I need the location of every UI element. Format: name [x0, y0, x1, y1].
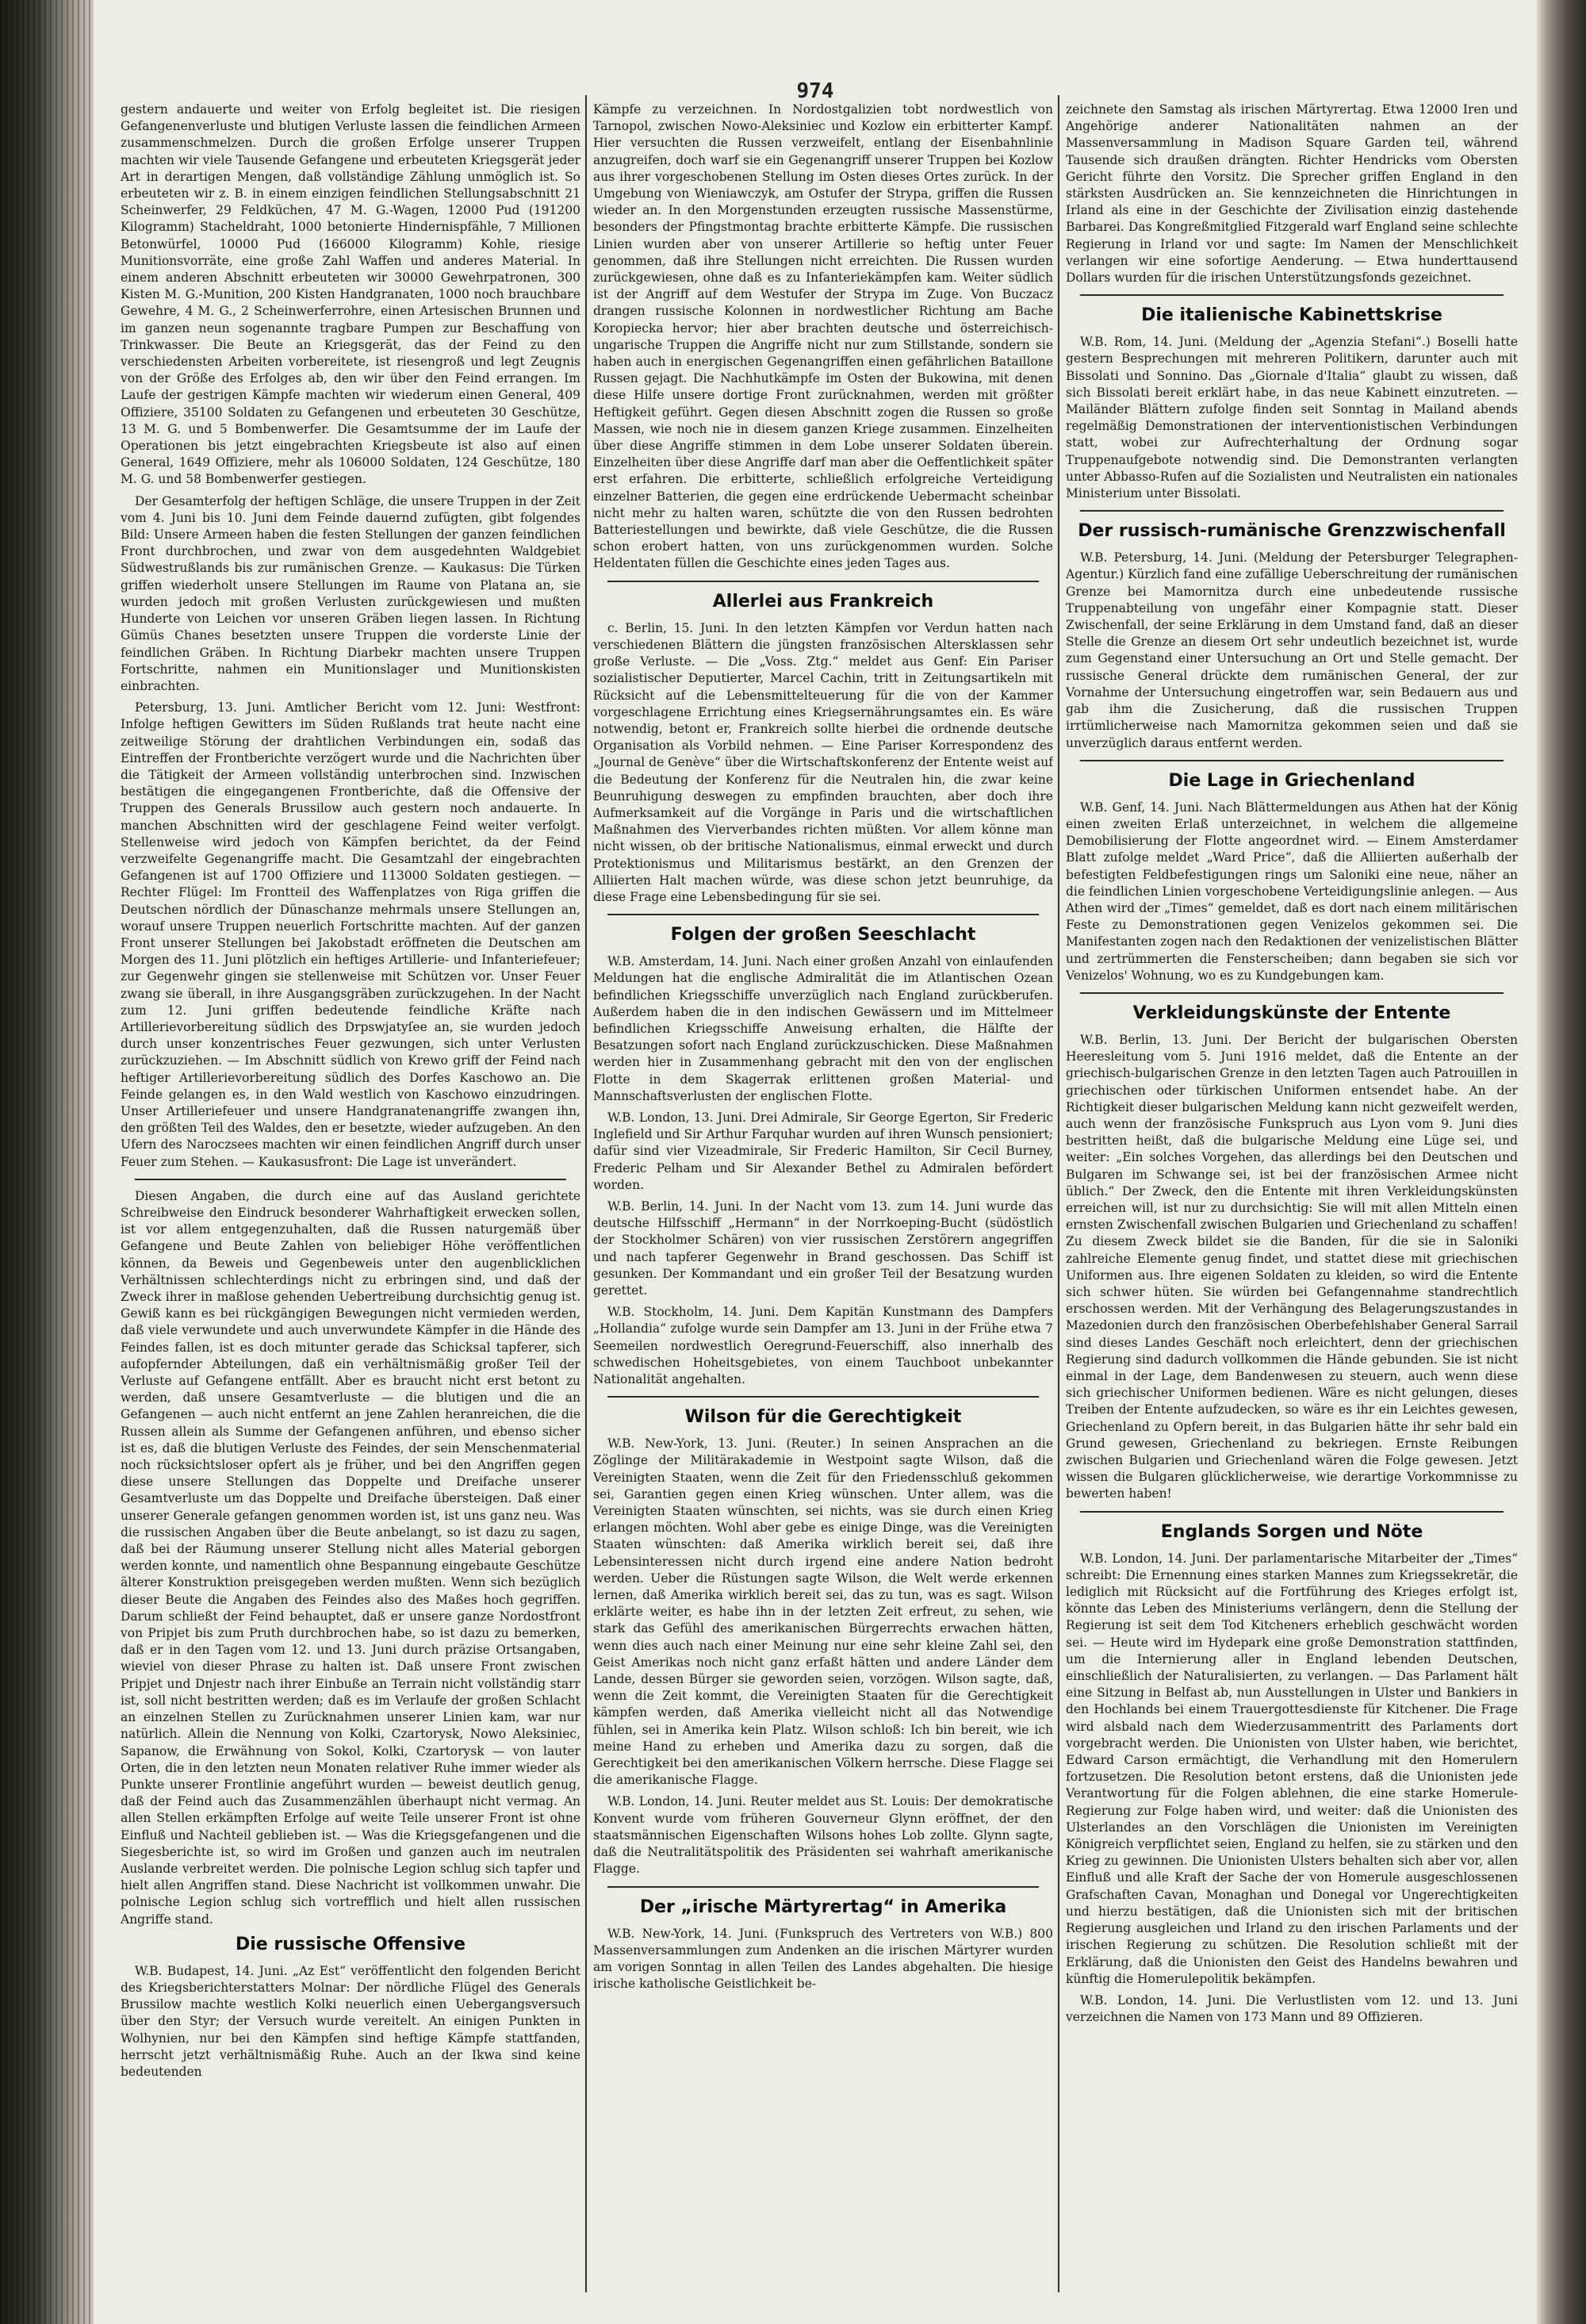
- column-divider: [1058, 95, 1059, 2292]
- article-paragraph: W.B. Berlin, 14. Juni. In der Nacht vom 13. zum 14. Juni wurde das deutsche Hilfsschiff „Hermann“ in der Norrkoeping-Bucht (südöstlich der Stockholmer Schären) von vier russischen Zerstörern angegriffen und nach tapferer Gegenwehr in Brand geschossen. Das Schiff ist gesunken. Der Kommandant und ein großer Teil der Besatzung wurden gerettet.: [593, 1198, 1053, 1298]
- column-middle: [593, 102, 1053, 2292]
- article-paragraph: W.B. London, 14. Juni. Reuter meldet aus St. Louis: Der demokratische Konvent wurde vom früheren Gouverneur Glynn eröffnet, der den staatsmännischen Eigenschaften Wilsons hohes Lob zollte. Glynn sagte, daß die Neutralitätspolitik des Präsidenten sei wahrhaft amerikanische Flagge.: [593, 1794, 1053, 1877]
- article-paragraph: W.B. London, 14. Juni. Der parlamentarische Mitarbeiter der „Times“ schreibt: Die Ernennung eines starken Mannes zum Kriegssekretär, die lediglich mit Rücksicht auf die Fortführung des Krieges erfolgt ist, könnte das Leben des Ministeriums verlängern, denn die Stellung der Regierung ist seit dem Tod Kitcheners erheblich geschwächt worden sei. — Heute wird im Hydepark eine große Demonstration stattfinden, um die Internierung aller in England lebenden Deutschen, einschließlich der Naturalisierten, zu verlangen. — Das Parlament hält eine Sitzung in Belfast ab, nun Ausstellungen in Ulster und Bankiers in den Hochlands bei einem Trauergottesdienste für Kitchener. Die Frage wird alsbald nach dem Wiederzusammentritt des Parlaments dort vorgebracht werden. Die Unionisten von Ulster haben, wie berichtet, Edward Carson ermächtigt, die Verhandlung mit den Homerulern fortzusetzen. Die Resolution betont erstens, daß die Unionisten jede Verantwortung für die Folgen ablehnen, die eine starke Homerule-Regierung zur Folge haben wird, und weiter: daß die Unionisten des Ulsterlandes an den Vorschlägen die Unionisten im Vereinigten Königreich verpflichtet seien, England zu helfen, sie zu stärken und den Krieg zu gewinnen. Die Unionisten Ulsters behalten sich aber vor, allen Einfluß und alle Kraft der Sache der von Homerule ausgeschlossenen Grafschaften Cavan, Monaghan und Donegal vor Ungerechtigkeiten und hierzu bestätigen, daß die Unionisten sich mit der britischen Regierung ausgleichen und Irland zu den irischen Parlaments und der irischen Regierung zu schützen. Die Resolution schließt mit der Erklärung, daß die Unionisten den Geist des Handelns bewahren und künftig die Homerulepolitik bekämpfen.: [1066, 1551, 1518, 1986]
- column-right: [1066, 102, 1518, 2292]
- article-heading: Allerlei aus Frankreich: [712, 591, 934, 612]
- article-heading: Folgen der großen Seeschlacht: [670, 925, 976, 945]
- column-left: [121, 102, 580, 2292]
- article-heading: Die italienische Kabinettskrise: [1141, 305, 1442, 326]
- article-heading: Englands Sorgen und Nöte: [1160, 1521, 1423, 1542]
- section-divider: [607, 1396, 1039, 1398]
- newspaper-page: [94, 0, 1537, 2324]
- article-paragraph: zeichnete den Samstag als irischen Märtyrertag. Etwa 12000 Iren und Angehörige anderer Nationalitäten nahmen an der Massenversammlung in Madison Square Garden teil, während Tausende sich draußen drängten. Richter Hendricks vom Obersten Gericht führte den Vorsitz. Die Sprecher griffen England in den stärksten Ausdrücken an. Sie kennzeichneten die Hinrichtungen in Irland als eine in der Geschichte der Zivilisation einzig dastehende Barbarei. Das Kongreßmitglied Fitzgerald warf England seine schlechte Regierung in Irland vor und sagte: Im Namen der Menschlichkeit verlangen wir eine sofortige Aenderung. — Etwa hunderttausend Dollars wurden für die irischen Unterstützungsfonds gezeichnet.: [1066, 102, 1518, 286]
- article-paragraph: W.B. Genf, 14. Juni. Nach Blättermeldungen aus Athen hat der König einen zweiten Erlaß unterzeichnet, in welchem die allgemeine Demobilisierung der Flotte angeordnet wird. — Einem Amsterdamer Blatt zufolge meldet „Ward Price“, daß die Alliierten außerhalb der befestigten Feldbefestigungen rings um Saloniki eine neue, näher an die feindlichen Linien vorgeschobene Verteidigungslinie anlegen. — Aus Athen wird der „Times“ gemeldet, daß es dort nach einem militärischen Feste zu Demonstrationen gegen Venizelos gekommen sei. Die Manifestanten zogen nach den Redaktionen der venizelistischen Blätter und zertrümmerten die Fensterscheiben; dann begaben sie sich vor Venizelos' Wohnung, wo es zu Kundgebungen kam.: [1066, 800, 1518, 983]
- section-divider: [1080, 294, 1504, 296]
- article-paragraph: Petersburg, 13. Juni. Amtlicher Bericht vom 12. Juni: Westfront: Infolge heftigen Gewitters im Süden Rußlands trat heute nacht eine zeitweilige Störung der drahtlichen Verbindungen ein, sodaß das Eintreffen der Frontberichte verzögert wurde und die Nachrichten über die Tätigkeit der Armeen vollständig unterbrochen sind. Inzwischen bestätigen die eingegangenen Frontberichte, daß die Offensive der Truppen des Generals Brussilow auch gestern noch andauerte. In manchen Abschnitten wird der geschlagene Feind weiter verfolgt. Stellenweise wird jedoch von Kämpfen berichtet, da der Feind verzweifelte Gegenangriffe macht. Die Gesamtzahl der eingebrachten Gefangenen ist auf 1700 Offiziere und 113000 Soldaten gestiegen. — Rechter Flügel: Im Frontteil des Waffenplatzes von Riga griffen die Deutschen nördlich der Dünaschanze mehrmals unsere Stellungen an, worauf unsere Truppen neuerlich Fortschritte machten. Auf der ganzen Front unserer Stellungen bei Jakobstadt eröffneten die Deutschen am Morgen des 11. Juni plötzlich ein heftiges Artillerie- und Infanteriefeuer; zur Gegenwehr gingen sie stellenweise mit Schützen vor. Unser Feuer zwang sie überall, in ihre Ausgangsgräben zurückzugehen. In der Nacht zum 12. Juni griffen bedeutende feindliche Kräfte nach Artillerievorbereitung südlich des Drpswjatyſee an, sie wurden jedoch durch unser konzentrisches Feuer gezwungen, sich unter Verlusten zurückzuziehen. — Im Abschnitt südlich von Krewo griff der Feind nach heftiger Artillerievorbereitung südlich des Dorfes Kaschowo an. Die Feinde gelangen es, in den Wald westlich von Kaschowo einzudringen. Unser Artilleriefeuer und unsere Handgranatenangriffe zwangen ihn, den größten Teil des Waldes, den er besetzte, wieder aufzugeben. An den Ufern des Naroczsees machten wir einen feindlichen Angriff durch unser Feuer zum Stehen. — Kaukasusfront: Die Lage ist unverändert.: [121, 700, 580, 1169]
- article-paragraph: W.B. London, 14. Juni. Die Verlustlisten vom 12. und 13. Juni verzeichnen die Namen von 173 Mann und 89 Offizieren.: [1066, 1992, 1518, 2025]
- article-heading: Der russisch-rumänische Grenzzwischenfall: [1078, 521, 1506, 542]
- article-paragraph: W.B. Rom, 14. Juni. (Meldung der „Agenzia Stefani“.) Boselli hatte gestern Besprechungen mit mehreren Politikern, darunter auch mit Bissolati und Sonnino. Das „Giornale d'Italia“ glaubt zu wissen, daß sich Bissolati bereit erklärt habe, in das neue Kabinett einzutreten. — Mailänder Blättern zufolge finden seit Sonntag in Mailand abends regelmäßig Demonstrationen der interventionistischen Verbindungen statt, wobei zur Aufrechterhaltung der Ordnung sogar Truppenaufgebote notwendig sind. Die Demonstranten verlangten unter Abbasso-Rufen auf die Sozialisten und Neutralisten ein nationales Ministerium unter Bissolati.: [1066, 335, 1518, 501]
- article-paragraph: W.B. New-York, 14. Juni. (Funkspruch des Vertreters von W.B.) 800 Massenversammlungen zum Andenken an die irischen Märtyrer wurden am vorigen Sonntag in allen Teilen des Landes abgehalten. Die hiesige irische katholische Geistlichkeit be-: [593, 1926, 1053, 1992]
- article-heading: Verkleidungskünste der Entente: [1132, 1003, 1451, 1023]
- article-paragraph: W.B. Amsterdam, 14. Juni. Nach einer großen Anzahl von einlaufenden Meldungen hat die englische Admiralität die im Atlantischen Ozean befindlichen Kriegsschiffe unverzüglich nach England zurückberufen. Außerdem haben die in den indischen Gewässern und im Mittelmeer befindlichen Kriegsschiffe Anweisung erhalten, die Hälfte der Besatzungen sofort nach England zurückzuschicken. Diese Maßnahmen werden hier in Zusammenhang gebracht mit den von der englischen Flotte in dem Skagerrak erlittenen großen Material- und Mannschaftsverlusten der englischen Flotte.: [593, 954, 1053, 1103]
- section-divider: [1080, 992, 1504, 994]
- section-divider: [1080, 510, 1504, 512]
- article-paragraph: W.B. London, 13. Juni. Drei Admirale, Sir George Egerton, Sir Frederic Inglefield und Sir Arthur Farquhar wurden auf ihren Wunsch pensioniert; dafür sind vier Vizeadmirale, Sir Frederic Hamilton, Sir Cecil Burney, Frederic Pelham und Sir Alexander Bethel zu Admiralen befördert worden.: [593, 1110, 1053, 1192]
- section-divider: [1080, 760, 1504, 761]
- section-divider: [607, 1886, 1039, 1888]
- section-divider: [607, 581, 1039, 582]
- article-heading: Die russische Offensive: [235, 1934, 465, 1954]
- page-stack-edge: [1537, 0, 1586, 2324]
- section-divider: [607, 914, 1039, 915]
- article-paragraph: Diesen Angaben, die durch eine auf das Ausland gerichtete Schreibweise den Eindruck besonderer Wahrhaftigkeit erwecken sollen, ist vor allem entgegenzuhalten, daß die Russen naturgemäß über Gefangene und Beute Zahlen von beliebiger Höhe veröffentlichen können, da Beweis und Gegenbeweis unter den augenblicklichen Verhältnissen schlechterdings nicht zu erbringen sind, und daß der Zweck ihrer in maßlose gehenden Uebertreibung durchsichtig genug ist. Gewiß kann es bei rückgängigen Bewegungen nicht vermieden werden, daß viele verwundete und auch unverwundete Kämpfer in die Hände des Feindes fallen, ist es doch mitunter gerade das Schicksal tapferer, sich aufopfernder Abteilungen, daß ein verhältnismäßig großer Teil der Verluste auf Gefangene entfällt. Aber es braucht nicht erst betont zu werden, daß unsere Gesamtverluste — die blutigen und die an Gefangenen — auch nicht entfernt an jene Zahlen heranreichen, die die Russen allein als Summe der Gefangenen anführen, und ebenso sicher ist es, daß die blutigen Verluste des Feindes, der sein Menschenmaterial noch rücksichtsloser opfert als je früher, und bei den Angriffen gegen diese unsere Stellungen das Doppelte und Dreifache unserer Gesamtverluste um das Doppelte und Dreifache übersteigen. Daß einer unserer Generale gefangen genommen worden ist, ist uns ganz neu. Was die russischen Angaben über die Beute anbelangt, so ist dazu zu sagen, daß bei der Räumung unserer Stellung nicht alles Material geborgen werden konnte, und namentlich ohne Bespannung eingebaute Geschütze älterer Konstruktion preisgegeben werden mußten. Wenn sich bezüglich dieser Beute die Angaben des Feindes also des Maßes hoch gegriffen. Darum schließt der Feind behauptet, daß er unsere ganze Nordostfront von Pripjet bis zum Pruth durchbrochen habe, so ist dazu zu bemerken, daß er in den Tagen vom 12. und 13. Juni durch präzise Ortsangaben, wieviel von dieser Phrase zu halten ist. Daß unsere Front zwischen Pripjet und Dnjestr nach ihrer Einbuße an Terrain nicht vollständig starr ist, soll nicht bestritten werden; daß es im Verlaufe der großen Schlacht an einzelnen Stellen zu Zurücknahmen unserer Linien kam, war nur natürlich. Allein die Nennung von Kolki, Czartorysk, Nowo Aleksiniec, Sapanow, die Erwähnung von Sokol, Kolki, Czartorysk — von lauter Orten, die in den letzten neun Monaten relativer Ruhe immer wieder als Punkte unserer Frontlinie angeführt wurden — beweist deutlich genug, daß der Feind auch das Zusammenzählen überhaupt nicht vermag. An allen Stellen erkämpften Erfolge auf weite Teile unserer Front ist ohne Einfluß und Nachteil geblieben ist. — Was die Kriegsgefangenen und die Siegesberichte ist, so wird im Großen und ganzen auch im neutralen Auslande verbreitet werden. Die polnische Legion schlug sich tapfer und hielt allen Angriffen stand. Diese Nachricht ist vollkommen unwahr. Die polnische Legion schlug sich vortrefflich und hielt allen russischen Angriffe stand.: [121, 1188, 580, 1927]
- page-number: 974: [796, 79, 834, 103]
- article-heading: Wilson für die Gerechtigkeit: [684, 1407, 962, 1428]
- article-paragraph: W.B. Berlin, 13. Juni. Der Bericht der bulgarischen Obersten Heeresleitung vom 5. Juni 1916 meldet, daß die Entente an der griechisch-bulgarischen Grenze in den letzten Tagen auch Patrouillen in griechischen oder türkischen Uniformen entsendet habe. An der Richtigkeit dieser bulgarischen Meldung kann nicht gezweifelt werden, auch wenn der französische Funkspruch aus Lyon vom 9. Juni dies bestritten heißt, daß die bulgarische Meldung eine Lüge sei, und weiter: „Ein solches Vorgehen, das allerdings bei den Deutschen und Bulgaren im Schwange sei, ist bei der französischen Armee nicht üblich.“ Der Zweck, den die Entente mit ihren Verkleidungskünsten erreichen will, ist nur zu durchsichtig: Sie will mit allen Mitteln einen ernsten Zwischenfall zwischen Bulgarien und Griechenland zu schaffen! Zu diesem Zweck bildet sie die Banden, für die sie in Saloniki zahlreiche Elemente genug findet, und stattet diese mit griechischen Uniformen aus. Ihre eigenen Soldaten zu kleiden, so wird die Entente sich schwer hüten. Sie würden bei Gefangennahme standrechtlich erschossen werden. Mit der Verhängung des Belagerungszustandes in Mazedonien durch den französischen Oberbefehlshaber General Sarrail sind dieses Landes Geschäft noch erleichtert, denn der griechischen Regierung sind dadurch vollkommen die Hände gebunden. Sie ist nicht einmal in der Lage, dem Bandenwesen zu steuern, auch wenn diese sich griechischer Uniformen bedienen. Wäre es nicht gelungen, dieses Treiben der Entente aufzudecken, so wäre es ihr ein Leichtes gewesen, Griechenland zu Opfern bereit, in das Bulgarien hätte ihr sehr bald ein Grund gewesen, Griechenland zu bekriegen. Ernste Reibungen zwischen Bulgarien und Griechenland wären die Folge gewesen. Jetzt wissen die Bulgaren glücklicherweise, wie derartige Vorkommnisse zu bewerten haben!: [1066, 1032, 1518, 1501]
- article-paragraph: W.B. Petersburg, 14. Juni. (Meldung der Petersburger Telegraphen-Agentur.) Kürzlich fand eine zufällige Ueberschreitung der rumänischen Grenze bei Mamornitza durch eine unbedeutende russische Truppenabteilung von ungefähr einer Kompagnie statt. Dieser Zwischenfall, der seine Erklärung in dem Umstand fand, daß an dieser Stelle die Grenze an diesem Ort sehr undeutlich bezeichnet ist, wurde zum Gegenstand einer Untersuchung an Ort und Stelle gemacht. Der russische General drückte dem rumänischen General, der zur Vornahme der Untersuchung eingetroffen war, sein Bedauern aus und gab ihm die Zusicherung, daß die russischen Truppen irrtümlicherweise nach Mamornitza gekommen seien und daß sie unverzüglich daraus entfernt werden.: [1066, 550, 1518, 750]
- column-divider: [585, 95, 587, 2292]
- article-paragraph: W.B. Stockholm, 14. Juni. Dem Kapitän Kunstmann des Dampfers „Hollandia“ zufolge wurde sein Dampfer am 13. Juni in der Frühe etwa 7 Seemeilen nordwestlich Oeregrund-Feuerschiff, also innerhalb des schwedischen Hoheitsgebietes, von einem Tauchboot unbekannter Nationalität angehalten.: [593, 1305, 1053, 1387]
- article-paragraph: W.B. Budapest, 14. Juni. „Az Est“ veröffentlicht den folgenden Bericht des Kriegsberichterstatters Molnar: Der nördliche Flügel des Generals Brussilow machte westlich Kolki neuerlich einen Uebergangsversuch über den Styr; der Versuch wurde vereitelt. An einigen Punkten in Wolhynien, nur bei den Kämpfen sind heftige Kämpfe stattfanden, herrscht jetzt verhältnismäßig Ruhe. Auch an der Ikwa sind keine bedeutenden: [121, 1963, 580, 2079]
- article-paragraph: c. Berlin, 15. Juni. In den letzten Kämpfen vor Verdun hatten nach verschiedenen Blättern die jüngsten französischen Altersklassen sehr große Verluste. — Die „Voss. Ztg.“ meldet aus Genf: Ein Pariser sozialistischer Deputierter, Marcel Cachin, tritt in Zeitungsartikeln mit Rücksicht auf die Lebensmittelteuerung für die von der Kammer vorgeschlagene Errichtung eines Kriegsernährungsamtes ein. Es wäre notwendig, betont er, Frankreich sollte hierbei die ordnende deutsche Organisation als Vorbild nehmen. — Eine Pariser Korrespondenz des „Journal de Genève“ über die Wirtschaftskonferenz der Entente weist auf die Bedeutung der Konferenz für die Neutralen hin, die zwar keine Beunruhigung deswegen zu empfinden brauchten, aber doch ihre Aufmerksamkeit auf die Vorgänge in Paris und die wirtschaftlichen Maßnahmen des Vierverbandes richten müßten. Vor allem könne man nicht wissen, ob der britische Nationalismus, einmal erweckt und durch Protektionismus und Militarismus bestärkt, an den Grenzen der Alliierten Halt machen würde, was diese schon jetzt beunruhige, da diese Frage eine Lebensbedingung für sie sei.: [593, 620, 1053, 904]
- section-divider: [135, 1179, 566, 1180]
- article-heading: Der „irische Märtyrertag“ in Amerika: [639, 1896, 1007, 1917]
- article-heading: Die Lage in Griechenland: [1168, 770, 1416, 791]
- section-divider: [1080, 1511, 1504, 1513]
- article-paragraph: Der Gesamterfolg der heftigen Schläge, die unsere Truppen in der Zeit vom 4. Juni bis 10. Juni dem Feinde dauernd zufügten, gibt folgendes Bild: Unsere Armeen haben die festen Stellungen der ganzen feindlichen Front durchbrochen, und zwar von dem ausgedehnten Waldgebiet Südwestrußlands bis zur rumänischen Grenze. — Kaukasus: Die Türken griffen wiederholt unsere Stellungen im Raume von Platana an, sie wurden jedoch mit großen Verlusten zurückgewiesen und mußten Hunderte von Leichen vor unseren Gräben liegen lassen. In Richtung Gümüs Chanes besetzten unsere Truppen die vorderste Linie der feindlichen Gräben. In Richtung Diarbekr machten unsere Truppen Fortschritte, nahmen ein Munitionslager und Munitionskisten einbrachten.: [121, 493, 580, 693]
- article-paragraph: W.B. New-York, 13. Juni. (Reuter.) In seinen Ansprachen an die Zöglinge der Militärakademie in Westpoint sagte Wilson, daß die Vereinigten Staaten, wenn die Zeit für den Friedensschluß gekommen sei, Garantien gegen einen Krieg wünschen. Unter allem, was die Vereinigten Staaten wünschten, sei nichts, was sie durch einen Krieg erlangen möchten. Wohl aber gebe es einige Dinge, was die Vereinigten Staaten wünschten: daß Amerika wirklich bereit sei, daß ihre Lebensinteressen nicht durch irgend eine andere Nation bedroht werden. Ueber die Rüstungen sagte Wilson, die Welt werde erkennen lernen, daß Amerika wirklich bereit sei, das zu tun, was es sagt. Wilson erklärte weiter, es habe ihn in der letzten Zeit erfreut, zu sehen, wie stark das Gefühl des amerikanischen Bürgerrechts erwachen hätten, wenn dies auch nach einer Meinung nur eine sehr kleine Zahl sei, den Geist Amerikas noch nicht ganz erfaßt hätten und andere Länder dem Lande, dessen Bürger sie geworden seien, vorzögen. Wilson sagte, daß, wenn die Zeit kommt, die Vereinigten Staaten für die Gerechtigkeit kämpfen werden, daß Amerika vielleicht nicht all das Notwendige fühlen, sei in Amerika kein Platz. Wilson schloß: Ich bin bereit, wie ich meine Hand zu erheben und Amerika dazu zu sorgen, daß die Gerechtigkeit bei den amerikanischen Völkern herrsche. Diese Flagge sei die amerikanische Flagge.: [593, 1436, 1053, 1788]
- book-spine-page-edges: [0, 0, 94, 2324]
- article-paragraph: gestern andauerte und weiter von Erfolg begleitet ist. Die riesigen Gefangenenverluste und blutigen Verluste lassen die feindlichen Armeen zusammenschmelzen. Durch die großen Erfolge unserer Truppen machten wir viele Tausende Gefangene und erbeuteten Kriegsgerät jeder Art in derartigen Mengen, daß vollständige Zählung unmöglich ist. So erbeuteten wir z. B. in einem einzigen feindlichen Stellungsabschnitt 21 Scheinwerfer, 29 Feldküchen, 47 M. G.-Wagen, 12000 Pud (191200 Kilogramm) Stacheldraht, 1000 betonierte Hindernispfähle, 7 Millionen Betonwürfel, 10000 Pud (166000 Kilogramm) Kohle, riesige Munitionsvorräte, eine große Zahl Waffen und anderes Material. In einem anderen Abschnitt erbeuteten wir 30000 Gewehrpatronen, 300 Kisten M. G.-Munition, 200 Kisten Handgranaten, 1000 noch brauchbare Gewehre, 4 M. G., 2 Scheinwerferrohre, einen Artesischen Brunnen und im ganzen neun sogenannte tragbare Pumpen zur Beschaffung von Trinkwasser. Die Beute an Kriegsgerät, das der Feind zu den verschiedensten Arbeiten vorbereitete, ist riesengroß und legt Zeugnis von der Größe des Erfolges ab, den wir über den Feind errangen. Im Laufe der gestrigen Kämpfe machten wir wiederum einen General, 409 Offiziere, 35100 Soldaten zu Gefangenen und erbeuteten 30 Geschütze, 13 M. G. und 5 Bombenwerfer. Die Gesamtsumme der im Laufe der Operationen bis jetzt eingebrachten Kriegsbeute ist also auf einen General, 1649 Offiziere, mehr als 106000 Soldaten, 124 Geschütze, 180 M. G. und 58 Bombenwerfer gestiegen.: [121, 102, 580, 487]
- article-paragraph: Kämpfe zu verzeichnen. In Nordostgalizien tobt nordwestlich von Tarnopol, zwischen Nowo-Aleksiniec und Kozlow ein erbitterter Kampf. Hier versuchten die Russen verzweifelt, entlang der Eisenbahnlinie anzugreifen, doch warf sie ein Gegenangriff unserer Truppen bei Kozlow aus ihrer vorgeschobenen Stellung im Osten dieses Ortes zurück. In der Umgebung von Wieniawczyk, am Ostufer der Strypa, griffen die Russen wieder an. In den Morgenstunden erzeugten russische Massenstürme, besonders der Pfingstmontag brachte erbitterte Kämpfe. Die russischen Linien wurden aber von unserer Artillerie so heftig unter Feuer genommen, daß ihre Stellungen nicht erreichten. Die Russen wurden zurückgewiesen, ohne daß es zu Infanteriekämpfen kam. Weiter südlich ist der Angriff auf dem Westufer der Strypa im Zuge. Von Buczacz drangen russische Kolonnen in nordwestlicher Richtung am Bache Koropiecka hervor; hier aber brachten deutsche und österreichisch-ungarische Truppen die Angriffe nicht nur zum Stillstande, sondern sie haben auch in energischen Gegenangriffen einen gefährlichen Bataillone Russen gejagt. Die Nachhutkämpfe im Osten der Bukowina, mit denen diese Hilfe unsere dortige Front zurücknahmen, werden mit größter Heftigkeit geführt. Gegen diesen Abschnitt zogen die Russen so große Massen, wie noch nie in diesem ganzen Kriege zusammen. Einzelheiten über diese Angriffe stimmen in dem Lobe unserer Soldaten überein. Einzelheiten über diese Angriffe darf man aber die Oeffentlichkeit später erst erfahren. Die erbitterte, schließlich erfolgreiche Verteidigung einzelner Batterien, die gegen eine erdrückende Uebermacht scheinbar nicht mehr zu halten waren, schützte die von den Russen bedrohten Batteriestellungen und bewirkte, daß viele Geschütze, die die Russen schon erobert hatten, von uns zurückgenommen wurden. Solche Heldentaten füllen die Geschichte eines jeden Tages aus.: [593, 102, 1053, 571]
